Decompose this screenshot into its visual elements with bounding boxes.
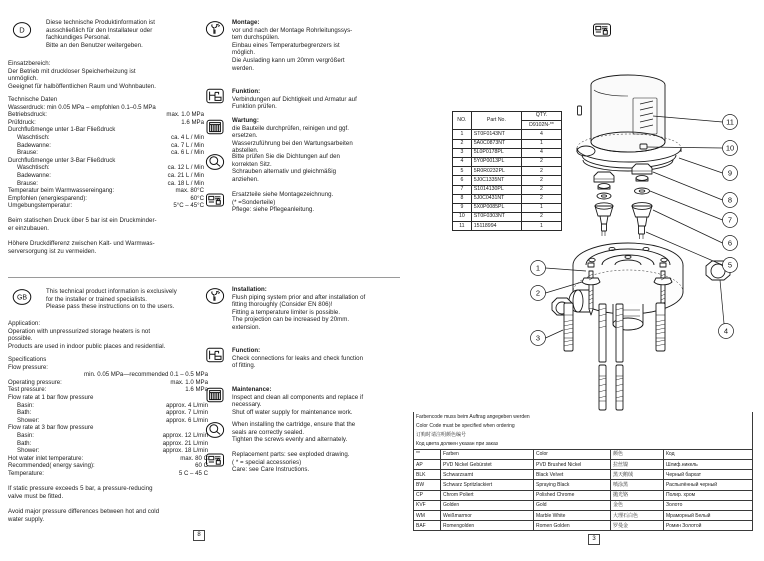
gb-application-title: Application:	[8, 320, 41, 327]
color-name-cn: 抛光铬	[611, 490, 664, 500]
spec-value: max. 1.0 MPa	[170, 378, 208, 386]
gb-application-block: Application: Operation with unpressurized storage heaters is not possible. Products are used in indoor public places and residential.	[8, 320, 208, 350]
spec-label: Temperature:	[8, 469, 44, 477]
color-name-cn: 罗曼金	[611, 521, 664, 531]
gb-section-installation-title: Installation:	[232, 286, 267, 293]
table-row	[414, 490, 753, 500]
part-number: S1014130PL	[471, 185, 521, 194]
part-qty: 2	[521, 176, 561, 185]
spec-row	[8, 126, 204, 134]
spec-row	[8, 417, 208, 425]
color-note-de: Farbencode muss beim Auftrag angegeben werden	[414, 412, 753, 421]
parts-list-icon	[592, 20, 612, 40]
de-section-montage-title: Montage:	[232, 19, 260, 26]
color-col-en: Color	[534, 449, 611, 459]
parts-col-part: Part No.	[471, 112, 521, 130]
color-name-cn: 拉丝镍	[611, 460, 664, 470]
spec-row	[8, 172, 204, 180]
callout-number: 1	[535, 263, 541, 273]
gb-section-maintenance: Maintenance: Inspect and clean all components and replace if necessary. Shut off water supply for maintenance work.	[232, 386, 404, 416]
color-code: BAF	[414, 521, 441, 531]
spec-label: Shower:	[17, 447, 40, 455]
callout-number: 5	[727, 260, 733, 270]
table-row	[414, 521, 753, 531]
part-no: 6	[453, 176, 472, 185]
spec-value: approx. 4 L/min	[165, 401, 208, 409]
de-application-title: Einsatzbereich:	[8, 60, 51, 67]
color-name-de: Schwarz Spritzlackiert	[441, 480, 534, 490]
spec-label: Brause:	[17, 179, 39, 187]
spec-row	[8, 394, 208, 402]
color-note-row-ru	[414, 440, 753, 450]
callout-number: 4	[723, 326, 729, 336]
color-name-cn: 大理石白色	[611, 511, 664, 521]
spec-row	[8, 111, 204, 119]
color-name-de: Weißmarmor	[441, 511, 534, 521]
color-name-cn: 金色	[611, 500, 664, 510]
color-name-en: Gold	[534, 500, 611, 510]
gb-section-function: Function: Check connections for leaks and check function of fitting.	[232, 347, 404, 370]
spec-row	[8, 455, 208, 463]
part-number: 5A0C0873NT	[471, 139, 521, 148]
spec-row	[8, 409, 208, 417]
spec-label: Bath:	[17, 439, 32, 447]
color-note-ru: Код цвета должен указан при заказ	[414, 440, 753, 450]
color-name-de: Romengolden	[441, 521, 534, 531]
spec-label: Basin:	[17, 431, 34, 439]
table-row	[414, 480, 753, 490]
part-no: 9	[453, 203, 472, 212]
part-number: ST0F0303NT	[471, 213, 521, 222]
part-number: 5R0R0232PL	[471, 167, 521, 176]
color-note-row-en	[414, 421, 753, 430]
spec-value: max. 1.0 MPa	[166, 111, 204, 119]
part-number: 15118994	[471, 222, 521, 231]
parts-list-icon	[205, 190, 225, 210]
spec-label: Empfohlen (energiesparend):	[8, 194, 87, 202]
gb-note-pressure-difference: Avoid major pressure differences between hot and cold water supply.	[8, 508, 160, 523]
spec-row	[8, 432, 208, 440]
de-header-text: Diese technische Produktinformation ist ausschließlich für den Installateur oder fachkundiges Personal. Bitte an den Benutzer weitergeben.	[46, 19, 155, 49]
spec-label: Flow rate at 1 bar flow pressure	[8, 393, 94, 401]
color-name-en: Black Velvet	[534, 470, 611, 480]
gb-section-installation: Installation: Flush piping system prior and after installation of fitting thoroughly (Consider EN 806)! Fitting a temperature limiter is possible. The projection can be increased by 20mm. extension.	[232, 286, 404, 332]
spec-label: min. 0.05 MPa—recommended 0.1 – 0.5 MPa	[84, 371, 208, 379]
part-no: 7	[453, 185, 472, 194]
spec-label: Shower:	[17, 416, 40, 424]
spec-label: Badewanne:	[17, 171, 51, 179]
callout-number: 9	[727, 168, 733, 178]
spec-row	[8, 149, 204, 157]
color-name-ru: Шлиф.никель	[664, 460, 753, 470]
spec-value: ca. 18 L / Min	[167, 179, 204, 187]
de-specs-list	[8, 104, 204, 210]
spec-value: 60°C	[190, 194, 204, 202]
parts-col-no: NO.	[453, 112, 472, 130]
table-row	[414, 500, 753, 510]
parts-col-qty: QTY.	[521, 112, 561, 121]
spec-value: max. 80 C	[180, 454, 208, 462]
color-name-en: Romen Golden	[534, 521, 611, 531]
spec-label: Recommended( energy saving):	[8, 462, 95, 470]
exploded-assembly-drawing	[520, 60, 764, 420]
spec-label: Basin:	[17, 401, 34, 409]
part-no: 5	[453, 167, 472, 176]
part-qty: 1	[521, 203, 561, 212]
spec-value: approx. 18 L/min	[162, 447, 208, 455]
part-no: 3	[453, 148, 472, 157]
color-code-table	[413, 412, 753, 531]
faucet-icon	[205, 345, 225, 365]
spec-row	[8, 164, 204, 172]
spec-row	[8, 386, 208, 394]
part-no: 11	[453, 222, 472, 231]
spec-row	[8, 402, 208, 410]
part-qty: 4	[521, 148, 561, 157]
gb-specs-block	[8, 356, 208, 478]
color-name-ru: Черный бархат	[664, 470, 753, 480]
color-name-en: PVD Brushed Nickel	[534, 460, 611, 470]
wrench-icon	[205, 286, 225, 306]
color-name-de: Schwarzsamt	[441, 470, 534, 480]
spec-row	[8, 195, 204, 203]
part-number: ST0F0143NT	[471, 130, 521, 139]
de-specs-title: Technische Daten	[8, 96, 58, 103]
svg-text:GB: GB	[16, 294, 28, 302]
de-specs-block	[8, 96, 204, 210]
color-note-row-de	[414, 412, 753, 421]
color-name-ru: Золото	[664, 500, 753, 510]
spec-row	[8, 440, 208, 448]
color-code: BW	[414, 480, 441, 490]
badge-gb-icon	[12, 287, 32, 307]
color-col-cn: 颜色	[611, 449, 664, 459]
de-section-funktion: Funktion: Verbindungen auf Dichtigkeit und Armatur auf Funktion prüfen.	[232, 88, 402, 111]
spec-label: Waschtisch:	[17, 164, 50, 172]
callout-number: 8	[727, 195, 733, 205]
magnifier-icon	[205, 420, 225, 440]
gb-note-static-pressure: If static pressure exceeds 5 bar, a pressure-reducing valve must be fitted.	[8, 485, 153, 500]
de-section-spare-parts: Ersatzteile siehe Montagezeichnung. (* =Sonderteile) Pflege: siehe Pflegeanleitung.	[232, 191, 334, 214]
spec-row	[8, 379, 208, 387]
spec-label: Test pressure:	[8, 386, 47, 394]
parts-list-icon	[205, 450, 225, 470]
spec-label: Betriebsdruck:	[8, 111, 47, 119]
part-no: 1	[453, 130, 472, 139]
spec-value: approx. 12 L/min	[162, 431, 208, 439]
spec-row	[8, 470, 208, 478]
gb-specs-title: Specifications	[8, 356, 47, 363]
spec-row	[8, 447, 208, 455]
spec-value: 60 C	[195, 462, 208, 470]
color-col-ru: Код	[664, 449, 753, 459]
spec-row	[8, 187, 204, 195]
spec-value: ca. 6 L / Min	[171, 149, 204, 157]
gb-section-function-title: Function:	[232, 347, 261, 354]
spec-row	[8, 119, 204, 127]
color-name-ru: Полир. хром	[664, 490, 753, 500]
spec-value: 1.6 MPa	[185, 386, 208, 394]
color-table-header-row	[414, 449, 753, 459]
color-code: CP	[414, 490, 441, 500]
de-application-block: Einsatzbereich: Der Betrieb mit druckloser Speicherheizung ist unmöglich. Geeignet für halböffentlichen Raum und Wohnbauten.	[8, 60, 204, 90]
spec-label: Durchflußmenge unter 3-Bar Fließdruck	[8, 156, 116, 164]
callout-number: 2	[535, 288, 541, 298]
gb-header-text: This technical product information is exclusively for the installer or trained specialists. Please pass these instructions on to the users.	[46, 288, 177, 311]
filter-icon	[205, 385, 225, 405]
spec-value: approx. 6 L/min	[165, 416, 208, 424]
callout-number: 10	[725, 143, 735, 153]
spec-label: Flow pressure:	[8, 363, 48, 371]
color-code: WM	[414, 511, 441, 521]
color-col-de: Farben	[441, 449, 534, 459]
color-name-cn: 喷涂黑	[611, 480, 664, 490]
spec-label: Wasserdruck: min 0.05 MPa – empfohlen 0.1–0.5 MPa	[8, 103, 156, 111]
color-note-en: Color Code must be specified when ordering	[414, 421, 753, 430]
spec-row	[8, 462, 208, 470]
spec-row	[8, 180, 204, 188]
faucet-icon	[205, 86, 225, 106]
color-note-row-cn	[414, 430, 753, 439]
de-note-static-pressure: Beim statischen Druck über 5 bar ist ein Druckminder- er einzubauen.	[8, 217, 157, 232]
color-name-de: Chrom Poliert	[441, 490, 534, 500]
gb-section-cartridge: When installing the cartridge, ensure that the seals are correctly sealed. Tighten the screws evenly and alternately.	[232, 421, 356, 444]
color-name-de: PVD Nickel Gebürstet	[441, 460, 534, 470]
gb-section-maintenance-title: Maintenance:	[232, 386, 272, 393]
color-name-ru: Распылённый черный	[664, 480, 753, 490]
spec-label: Badewanne:	[17, 141, 51, 149]
gb-specs-list	[8, 364, 208, 478]
spec-label: Hot water inlet temperature:	[8, 454, 84, 462]
part-no: 8	[453, 194, 472, 203]
spec-value: 5°C – 45°C	[173, 202, 204, 210]
spec-row	[8, 424, 208, 432]
color-name-en: Spraying Black	[534, 480, 611, 490]
part-qty: 2	[521, 194, 561, 203]
spec-value: ca. 12 L / Min	[167, 164, 204, 172]
part-qty: 2	[521, 213, 561, 222]
callout-number: 3	[535, 333, 541, 343]
spec-row	[8, 142, 204, 150]
spec-label: Prüfdruck:	[8, 118, 36, 126]
part-qty: 2	[521, 167, 561, 176]
spec-label: Flow rate at 3 bar flow pressure	[8, 424, 94, 432]
page-number-left: 8	[193, 530, 205, 541]
spec-row	[8, 134, 204, 142]
part-number: 5Y0P0013PL	[471, 157, 521, 166]
filter-icon	[205, 117, 225, 137]
color-name-cn: 黑天鹅绒	[611, 470, 664, 480]
de-section-funktion-title: Funktion:	[232, 88, 261, 95]
table-row	[414, 511, 753, 521]
part-number: 5J0C0431NT	[471, 194, 521, 203]
spec-value: ca. 21 L / Min	[167, 171, 204, 179]
spec-row	[8, 104, 204, 112]
de-section-wartung: Wartung: die Bauteile durchprüfen, reinigen und ggf. ersetzen. Wasserzuführung bei den Wartungsarbeiten abstellen.	[232, 117, 402, 155]
part-no: 4	[453, 157, 472, 166]
callout-number: 7	[727, 215, 733, 225]
part-no: 10	[453, 213, 472, 222]
part-qty: 2	[521, 185, 561, 194]
part-qty: 4	[521, 130, 561, 139]
part-no: 2	[453, 139, 472, 148]
spec-value: 1.6 MPa	[181, 118, 204, 126]
spec-row	[8, 364, 208, 372]
spec-label: Bath:	[17, 409, 32, 417]
spec-value: ca. 7 L / Min	[171, 141, 204, 149]
part-number: 5X0P0085PL	[471, 203, 521, 212]
spec-row	[8, 157, 204, 165]
color-code: BLK	[414, 470, 441, 480]
spec-value: 5 C – 45 C	[178, 469, 208, 477]
spec-label: Brause:	[17, 149, 39, 157]
callout-number: 11	[726, 117, 734, 127]
spec-value: max. 80°C	[175, 187, 204, 195]
spec-label: Waschtisch:	[17, 133, 50, 141]
part-qty: 1	[521, 139, 561, 148]
de-section-wartung-title: Wartung:	[232, 117, 259, 124]
spec-value: approx. 7 L/min	[165, 409, 208, 417]
color-code: KVF	[414, 500, 441, 510]
table-row	[414, 470, 753, 480]
de-section-seals: Bitte prüfen Sie die Dichtungen auf den korrekten Sitz. Schrauben alternativ und gleichmäßig anziehen.	[232, 153, 340, 183]
svg-text:D: D	[19, 25, 25, 35]
spec-row	[8, 371, 208, 379]
color-name-ru: Мраморный Белый	[664, 511, 753, 521]
spec-label: Temperatur beim Warmwassereingang:	[8, 187, 115, 195]
part-qty: 1	[521, 222, 561, 231]
color-code: AP	[414, 460, 441, 470]
badge-de-icon	[12, 20, 32, 40]
callout-number: 6	[727, 238, 733, 248]
spec-value: ca. 4 L / Min	[171, 133, 204, 141]
spec-label: Operating pressure:	[8, 378, 62, 386]
de-note-pressure-difference: Höhere Druckdifferenz zwischen Kalt- und Warmwas- serversorgung ist zu vermeiden.	[8, 240, 155, 255]
de-section-montage: Montage: vor und nach der Montage Rohrleitungssys- tem durchspülen. Einbau eines Temperaturbegrenzers ist möglich. Die Auslading kann um 20mm vergrößert werden.	[232, 19, 402, 72]
color-name-en: Marble White	[534, 511, 611, 521]
part-number: 5L0P0178PL	[471, 148, 521, 157]
table-row	[414, 460, 753, 470]
spec-value: approx. 21 L/min	[162, 439, 208, 447]
color-name-en: Polished Chrome	[534, 490, 611, 500]
color-col-code: **	[414, 449, 441, 459]
gb-section-spare-parts: Replacement parts: see exploded drawing. ( * = special accessories) Care: see Care Instructions.	[232, 451, 350, 474]
color-name-de: Golden	[441, 500, 534, 510]
section-divider	[8, 277, 400, 278]
wrench-icon	[205, 19, 225, 39]
part-qty: 2	[521, 157, 561, 166]
spec-row	[8, 202, 204, 210]
color-note-cn: 订购时请注明颜色编号	[414, 430, 753, 439]
spec-label: Durchflußmenge unter 1-Bar Fließdruck	[8, 126, 116, 134]
color-name-ru: Ромин Золотой	[664, 521, 753, 531]
spec-label: Umgebungstemperatur:	[8, 202, 73, 210]
part-number: 5J0C1335NT	[471, 176, 521, 185]
magnifier-icon	[205, 152, 225, 172]
parts-qty-model: D9102N-**	[521, 121, 561, 130]
page-number-right: 3	[588, 534, 600, 545]
